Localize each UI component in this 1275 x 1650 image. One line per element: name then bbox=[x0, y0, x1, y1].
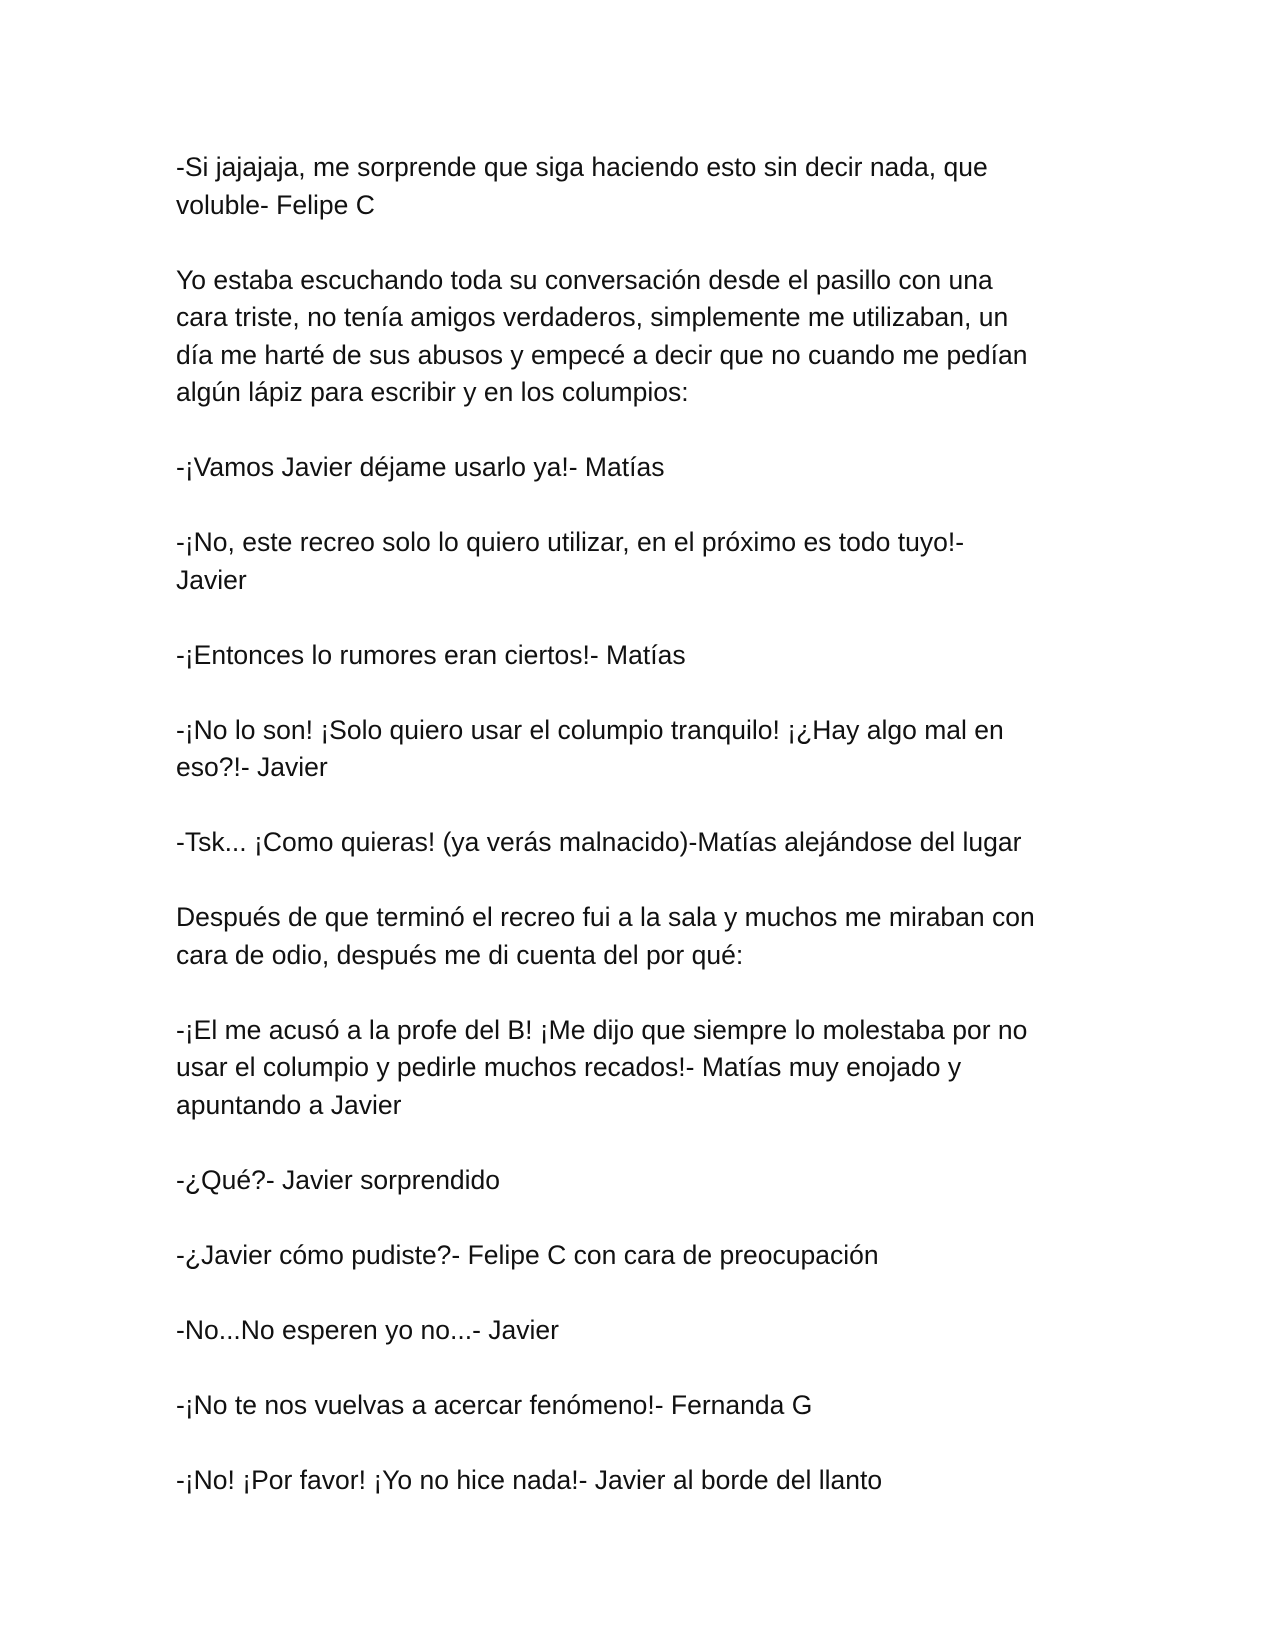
document-body bbox=[176, 149, 1106, 1537]
paragraph: -¡El me acusó a la profe del B! ¡Me dijo que siempre lo molestaba por no usar el columpio y pedirle muchos recados!- Matías muy enojado y apuntando a Javier bbox=[176, 1014, 1028, 1120]
paragraph: -¡No, este recreo solo lo quiero utilizar, en el próximo es todo tuyo!- Javier bbox=[176, 527, 965, 595]
paragraph: -¡No lo son! ¡Solo quiero usar el columpio tranquilo! ¡¿Hay algo mal en eso?!- Javier bbox=[176, 714, 1004, 782]
paragraph: -Tsk... ¡Como quieras! (ya verás malnacido)-Matías alejándose del lugar bbox=[176, 827, 1022, 857]
paragraph: -No...No esperen yo no...- Javier bbox=[176, 1314, 559, 1345]
paragraph: -¡Vamos Javier déjame usarlo ya!- Matías bbox=[176, 452, 665, 482]
paragraph: -Si jajajaja, me sorprende que siga haciendo esto sin decir nada, que voluble- Felipe C bbox=[176, 152, 988, 220]
paragraph: -¿Javier cómo pudiste?- Felipe C con cara de preocupación bbox=[176, 1239, 879, 1270]
paragraph: -¡Entonces lo rumores eran ciertos!- Matías bbox=[176, 639, 686, 670]
paragraph: Yo estaba escuchando toda su conversación desde el pasillo con una cara triste, no tenía amigos verdaderos, simplemente me utilizaban, un día me harté de sus abusos y empecé a decir que no cuando me pedían algún lápiz para escribir y en los columpios: bbox=[176, 264, 1028, 407]
paragraph: -¿Qué?- Javier sorprendido bbox=[176, 1164, 501, 1195]
paragraph: Después de que terminó el recreo fui a la sala y muchos me miraban con cara de odio, después me di cuenta del por qué: bbox=[176, 902, 1035, 970]
paragraph: -¡No te nos vuelvas a acercar fenómeno!- Fernanda G bbox=[176, 1389, 813, 1420]
paragraph: -¡No! ¡Por favor! ¡Yo no hice nada!- Javier al borde del llanto bbox=[176, 1464, 883, 1495]
